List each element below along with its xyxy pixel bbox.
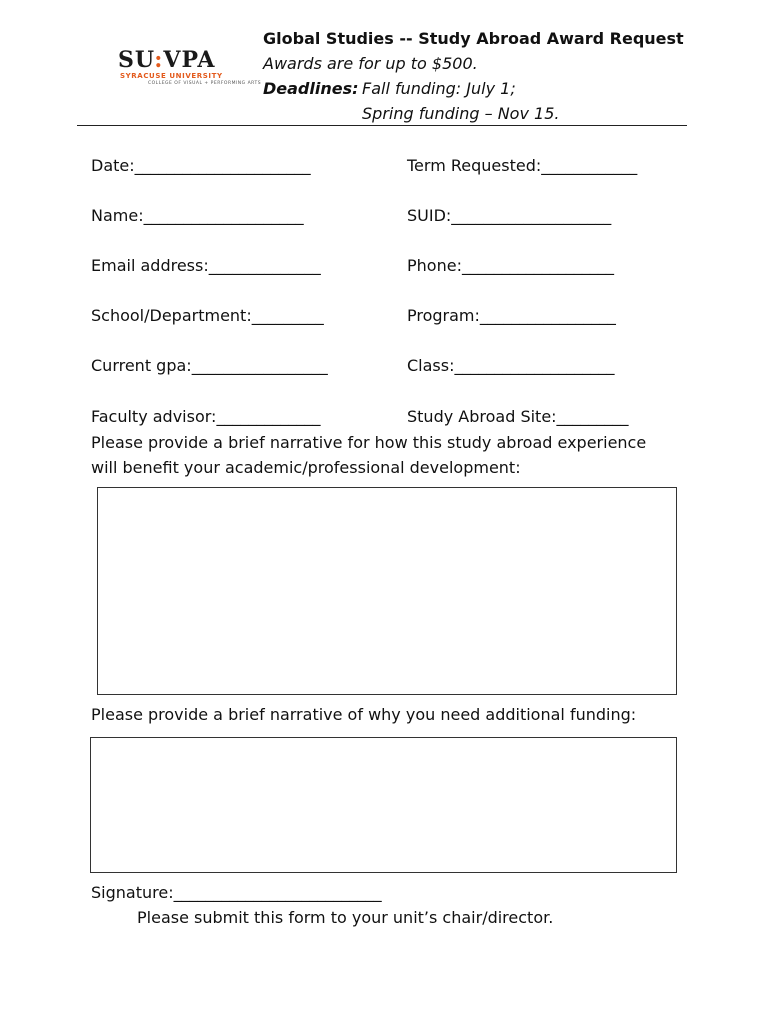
name-field[interactable]: Name:____________________: [91, 206, 304, 225]
suvpa-logo: [118, 47, 262, 92]
current-gpa-field[interactable]: Current gpa:_________________: [91, 356, 328, 375]
awards-note: Awards are for up to $500.: [263, 54, 478, 73]
narrative-funding-prompt: Please provide a brief narrative of why you need additional funding:: [91, 705, 637, 724]
study-abroad-site-field[interactable]: Study Abroad Site:_________: [407, 407, 629, 426]
phone-field[interactable]: Phone:___________________: [407, 256, 614, 275]
logo-wordmark: SU:VPA: [118, 47, 216, 73]
signature-field[interactable]: Signature:__________________________: [91, 883, 382, 902]
logo-college: COLLEGE OF VISUAL + PERFORMING ARTS: [148, 81, 262, 86]
narrative-funding-textbox[interactable]: [90, 737, 677, 873]
date-field[interactable]: Date:______________________: [91, 156, 311, 175]
spring-deadline: Spring funding – Nov 15.: [362, 104, 560, 123]
submit-instruction: Please submit this form to your unit’s chair/director.: [137, 908, 554, 927]
deadlines-label: Deadlines:: [263, 79, 359, 98]
narrative-benefit-prompt-line2: will benefit your academic/professional development:: [91, 458, 521, 477]
class-field[interactable]: Class:____________________: [407, 356, 615, 375]
program-field[interactable]: Program:_________________: [407, 306, 616, 325]
form-title: Global Studies -- Study Abroad Award Request: [263, 29, 684, 48]
school-department-field[interactable]: School/Department:_________: [91, 306, 324, 325]
fall-deadline: Fall funding: July 1;: [362, 79, 516, 98]
suid-field[interactable]: SUID:____________________: [407, 206, 612, 225]
term-requested-field[interactable]: Term Requested:____________: [407, 156, 638, 175]
narrative-benefit-textbox[interactable]: [97, 487, 677, 695]
narrative-benefit-prompt-line1: Please provide a brief narrative for how this study abroad experience: [91, 433, 647, 452]
header-divider: [77, 125, 687, 126]
email-field[interactable]: Email address:______________: [91, 256, 321, 275]
faculty-advisor-field[interactable]: Faculty advisor:_____________: [91, 407, 321, 426]
logo-university: SYRACUSE UNIVERSITY: [120, 72, 223, 80]
